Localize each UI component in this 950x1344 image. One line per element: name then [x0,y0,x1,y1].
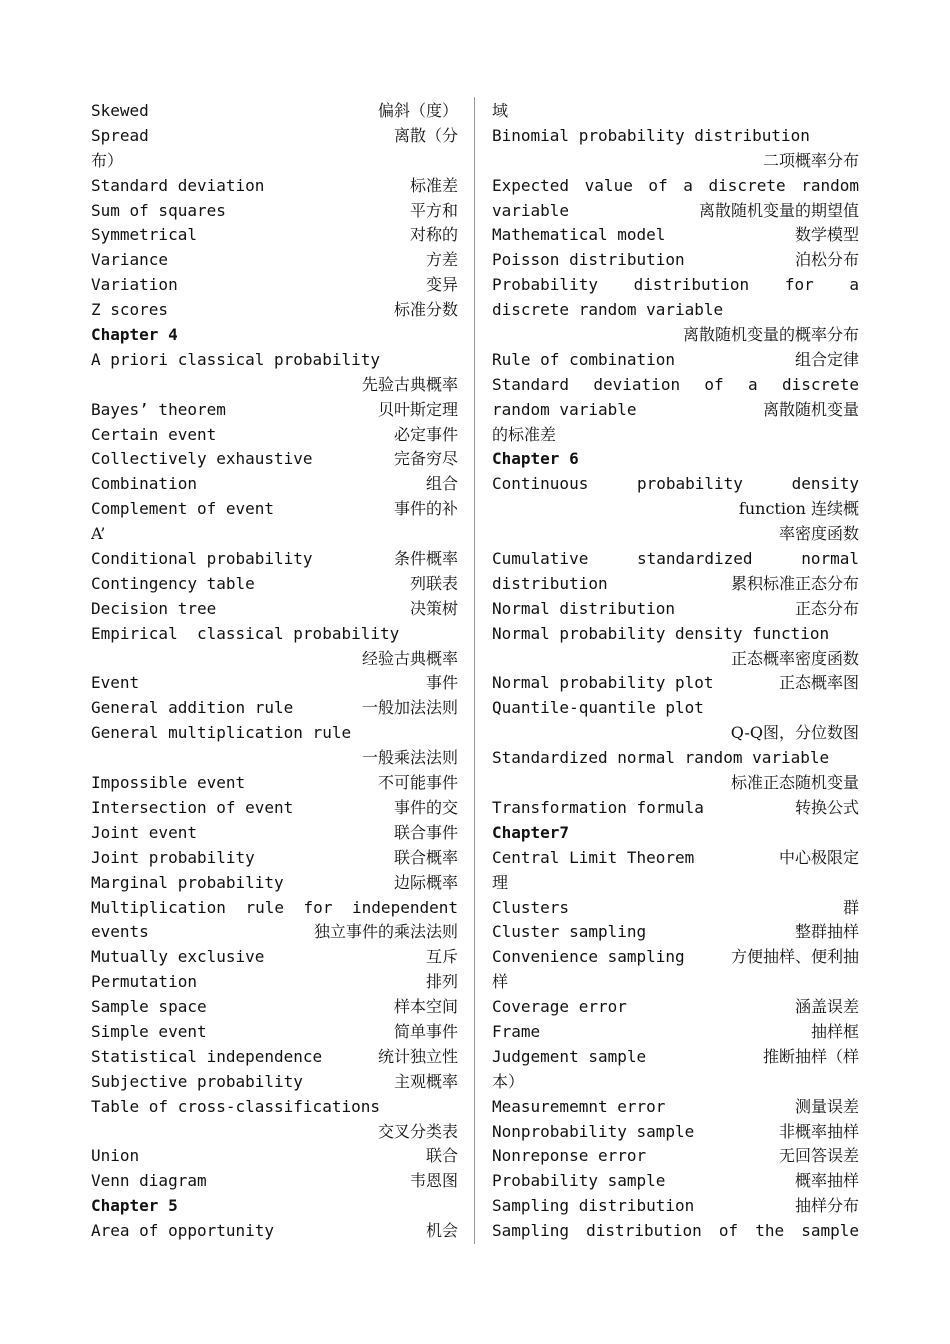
term-chinese: 方便抽样、便利抽 [730,947,859,967]
term-chinese: 整群抽样 [794,922,859,942]
glossary-entry [91,298,458,323]
glossary-entry [492,248,859,273]
glossary-entry [91,1095,458,1120]
term-chinese: 机会 [425,1221,458,1241]
term-chinese: 统计独立性 [377,1046,458,1066]
term-translation-line: 交叉分类表 [377,1121,458,1141]
term-english: Normal distribution [492,598,676,618]
term-chinese: 泊松分布 [794,250,859,270]
term-english: Measurememnt error [492,1096,666,1116]
term-chinese: 组合定律 [794,349,859,369]
glossary-entry [492,1120,859,1145]
term-english: Subjective probability [91,1071,303,1091]
glossary-entry [91,497,458,522]
term-english: Skewed [91,101,149,120]
term-chinese: 概率抽样 [794,1171,859,1191]
term-chinese: 离散（分 [393,125,458,145]
term-chinese: 数学模型 [794,225,859,245]
glossary-entry [91,174,458,199]
term-chinese: 正态分布 [794,598,859,618]
term-english-line: Expected value of a discrete random [492,175,859,195]
term-translation-line: 离散随机变量的概率分布 [682,325,859,345]
glossary-entry [492,1020,859,1045]
term-chinese: 偏斜（度） [377,101,458,120]
term-english: Bayes’ theorem [91,399,226,419]
term-continuation-line: 样 [492,972,509,992]
glossary-entry [91,248,458,273]
term-chinese: 组合 [425,474,458,494]
term-english: Certain event [91,424,217,444]
term-english: Sample space [91,997,207,1017]
glossary-entry [91,1169,458,1194]
glossary-entry [91,995,458,1020]
term-english-line: Multiplication rule for independent [91,897,458,917]
term-chinese: 方差 [425,250,458,270]
term-english: Normal probability plot [492,673,714,693]
term-english: General addition rule [91,698,294,718]
glossary-entry [91,821,458,846]
glossary-entry [492,671,859,696]
term-english: Standardized normal random variable [492,748,830,768]
term-english: random variable [492,399,637,419]
chapter-heading: Chapter 5 [91,1196,178,1216]
term-chinese: 联合概率 [393,847,458,867]
term-english: Convenience sampling [492,947,685,967]
glossary-right-column [492,99,859,1244]
chapter-heading: Chapter 6 [492,449,579,469]
term-chinese: 标准分数 [393,300,458,320]
term-english: Symmetrical [91,225,197,245]
term-english: Contingency table [91,573,255,593]
glossary-entry [91,472,458,497]
term-chinese: 涵盖误差 [794,997,859,1017]
term-chinese: 中心极限定 [778,847,859,867]
term-chinese: 无回答误差 [778,1146,859,1166]
glossary-entry [91,622,458,647]
column-divider [474,97,475,1244]
term-english: Coverage error [492,997,627,1017]
glossary-entry [492,896,859,921]
term-english: Joint event [91,822,197,842]
term-english: Central Limit Theorem [492,847,695,867]
glossary-entry [91,597,458,622]
glossary-left-column [91,99,458,1244]
term-chinese: 群 [842,897,859,917]
glossary-entry [91,447,458,472]
glossary-entry [91,273,458,298]
term-chinese: 推断抽样（样 [762,1046,859,1066]
term-english: Quantile-quantile plot [492,698,704,718]
term-translation-line: 先验古典概率 [361,374,458,394]
term-english: Judgement sample [492,1046,647,1066]
term-english: Intersection of event [91,797,294,817]
term-english: Standard deviation [91,175,265,195]
term-english: Cluster sampling [492,922,647,942]
term-chinese: 联合事件 [393,822,458,842]
term-english: Poisson distribution [492,250,685,270]
term-english: Marginal probability [91,872,284,892]
glossary-entry [492,572,859,597]
term-english: Normal probability density function [492,623,830,643]
term-chinese: 贝叶斯定理 [377,399,458,419]
glossary-entry [492,298,859,323]
glossary-entry [91,99,458,124]
term-chinese: 正态概率图 [778,673,859,693]
glossary-entry [492,597,859,622]
glossary-entry [492,920,859,945]
glossary-entry [91,970,458,995]
glossary-entry [91,423,458,448]
term-english: Simple event [91,1021,207,1041]
term-english: Empirical classical probability [91,623,400,643]
term-chinese: 转换公式 [794,797,859,817]
term-english: Mathematical model [492,225,666,245]
glossary-entry [492,1045,859,1070]
term-english: Sampling distribution [492,1196,695,1216]
term-chinese: 平方和 [409,200,458,220]
term-english: Variation [91,275,178,295]
glossary-entry [91,796,458,821]
term-english-line: Probability distribution for a [492,275,859,295]
glossary-entry [91,1070,458,1095]
term-chinese: 非概率抽样 [778,1121,859,1141]
term-english: Variance [91,250,169,270]
term-chinese: 事件 [425,673,458,693]
term-chinese: 一般加法法则 [361,698,458,718]
glossary-entry [492,945,859,970]
term-chinese: 样本空间 [393,997,458,1017]
glossary-entry [91,871,458,896]
glossary-entry [91,721,458,746]
term-continuation-line: 本） [492,1071,525,1091]
glossary-entry [492,746,859,771]
glossary-entry [91,1020,458,1045]
term-english: Statistical independence [91,1046,323,1066]
term-translation-line: 率密度函数 [778,524,859,544]
term-english: Union [91,1146,140,1166]
glossary-entry [492,995,859,1020]
term-chinese: 联合 [425,1146,458,1166]
term-continuation-line: 布） [91,150,124,170]
term-chinese: 事件的交 [393,797,458,817]
term-english: Decision tree [91,598,217,618]
term-chinese: 互斥 [425,947,458,967]
term-chinese: 不可能事件 [377,773,458,793]
term-english: Transformation formula [492,797,704,817]
term-chinese: 独立事件的乘法法则 [313,922,458,942]
term-continuation-line: 域 [492,101,509,120]
term-english: Z scores [91,300,169,320]
glossary-entry [492,1095,859,1120]
glossary-entry [91,920,458,945]
term-chinese: 边际概率 [393,872,458,892]
term-chinese: 事件的补 [393,499,458,519]
glossary-entry [492,348,859,373]
term-english: Complement of event [91,499,275,519]
chapter-heading: Chapter7 [492,822,570,842]
term-english: variable [492,200,570,220]
glossary-entry [91,547,458,572]
glossary-entry [91,398,458,423]
glossary-entry [492,1169,859,1194]
glossary-entry [91,199,458,224]
term-translation-line: 二项概率分布 [762,150,859,170]
glossary-entry [91,223,458,248]
term-chinese: 必定事件 [393,424,458,444]
term-chinese: 离散随机变量的期望值 [698,200,859,220]
term-english: Impossible event [91,773,246,793]
term-english: Clusters [492,897,570,917]
term-english: Venn diagram [91,1171,207,1191]
term-translation-line: 一般乘法法则 [361,748,458,768]
term-continuation-line: A’ [91,524,106,544]
term-english: Combination [91,474,197,494]
term-chinese: 完备穷尽 [393,449,458,469]
glossary-entry [91,348,458,373]
term-english: Collectively exhaustive [91,449,313,469]
term-english: Conditional probability [91,549,313,569]
term-translation-line: Q-Q图，分位数图 [730,723,859,743]
term-chinese: 条件概率 [393,549,458,569]
term-english-line: Standard deviation of a discrete [492,374,859,394]
term-chinese: 韦恩图 [409,1171,458,1191]
term-english-line: Sampling distribution of the sample [492,1221,859,1241]
glossary-entry [91,846,458,871]
term-chinese: 列联表 [409,573,458,593]
term-english: Rule of combination [492,349,676,369]
term-english: events [91,922,149,942]
glossary-entry [91,945,458,970]
glossary-entry [492,223,859,248]
term-chinese: 排列 [425,972,458,992]
glossary-entry [91,671,458,696]
term-translation-line: 正态概率密度函数 [730,648,859,668]
term-english: A priori classical probability [91,349,380,369]
term-chinese: 变异 [425,275,458,295]
term-english: Frame [492,1021,541,1041]
term-english: Table of cross-classifications [91,1096,380,1116]
term-english: Event [91,673,140,693]
glossary-entry [492,398,859,423]
term-english: discrete random variable [492,300,724,320]
term-english-line: Continuous probability density [492,474,859,494]
glossary-entry [492,124,859,149]
term-chinese: 累积标准正态分布 [730,573,859,593]
term-chinese: 离散随机变量 [762,399,859,419]
term-chinese: 测量误差 [794,1096,859,1116]
glossary-entry [492,1144,859,1169]
glossary-entry [492,846,859,871]
glossary-entry [91,1219,458,1244]
term-chinese: 简单事件 [393,1021,458,1041]
glossary-entry [492,696,859,721]
term-english-line: Cumulative standardized normal [492,549,859,569]
term-chinese: 对称的 [409,225,458,245]
term-english: Mutually exclusive [91,947,265,967]
term-chinese: 标准差 [409,175,458,195]
term-translation-line: 经验古典概率 [361,648,458,668]
glossary-entry [91,124,458,149]
term-translation-line: function 连续概 [738,499,859,519]
glossary-entry [91,572,458,597]
term-chinese: 决策树 [409,598,458,618]
term-chinese: 主观概率 [393,1071,458,1091]
term-english: Joint probability [91,847,255,867]
glossary-entry [492,796,859,821]
glossary-entry [492,622,859,647]
term-english: Probability sample [492,1171,666,1191]
term-continuation-line: 理 [492,872,509,892]
term-english: Nonreponse error [492,1146,647,1166]
glossary-entry [91,696,458,721]
term-chinese: 抽样框 [810,1021,859,1041]
term-translation-line: 标准正态随机变量 [730,773,859,793]
term-english: Sum of squares [91,200,226,220]
term-english: Spread [91,125,149,145]
term-english: Nonprobability sample [492,1121,695,1141]
term-english: General multiplication rule [91,723,352,743]
glossary-entry [91,771,458,796]
chapter-heading: Chapter 4 [91,325,178,345]
glossary-entry [492,1194,859,1219]
term-english: Area of opportunity [91,1221,275,1241]
term-continuation-line: 的标准差 [492,424,557,444]
glossary-entry [91,1045,458,1070]
glossary-entry [91,1144,458,1169]
glossary-entry [492,199,859,224]
term-english: Permutation [91,972,197,992]
term-chinese: 抽样分布 [794,1196,859,1216]
term-english: distribution [492,573,608,593]
term-english: Binomial probability distribution [492,125,810,145]
